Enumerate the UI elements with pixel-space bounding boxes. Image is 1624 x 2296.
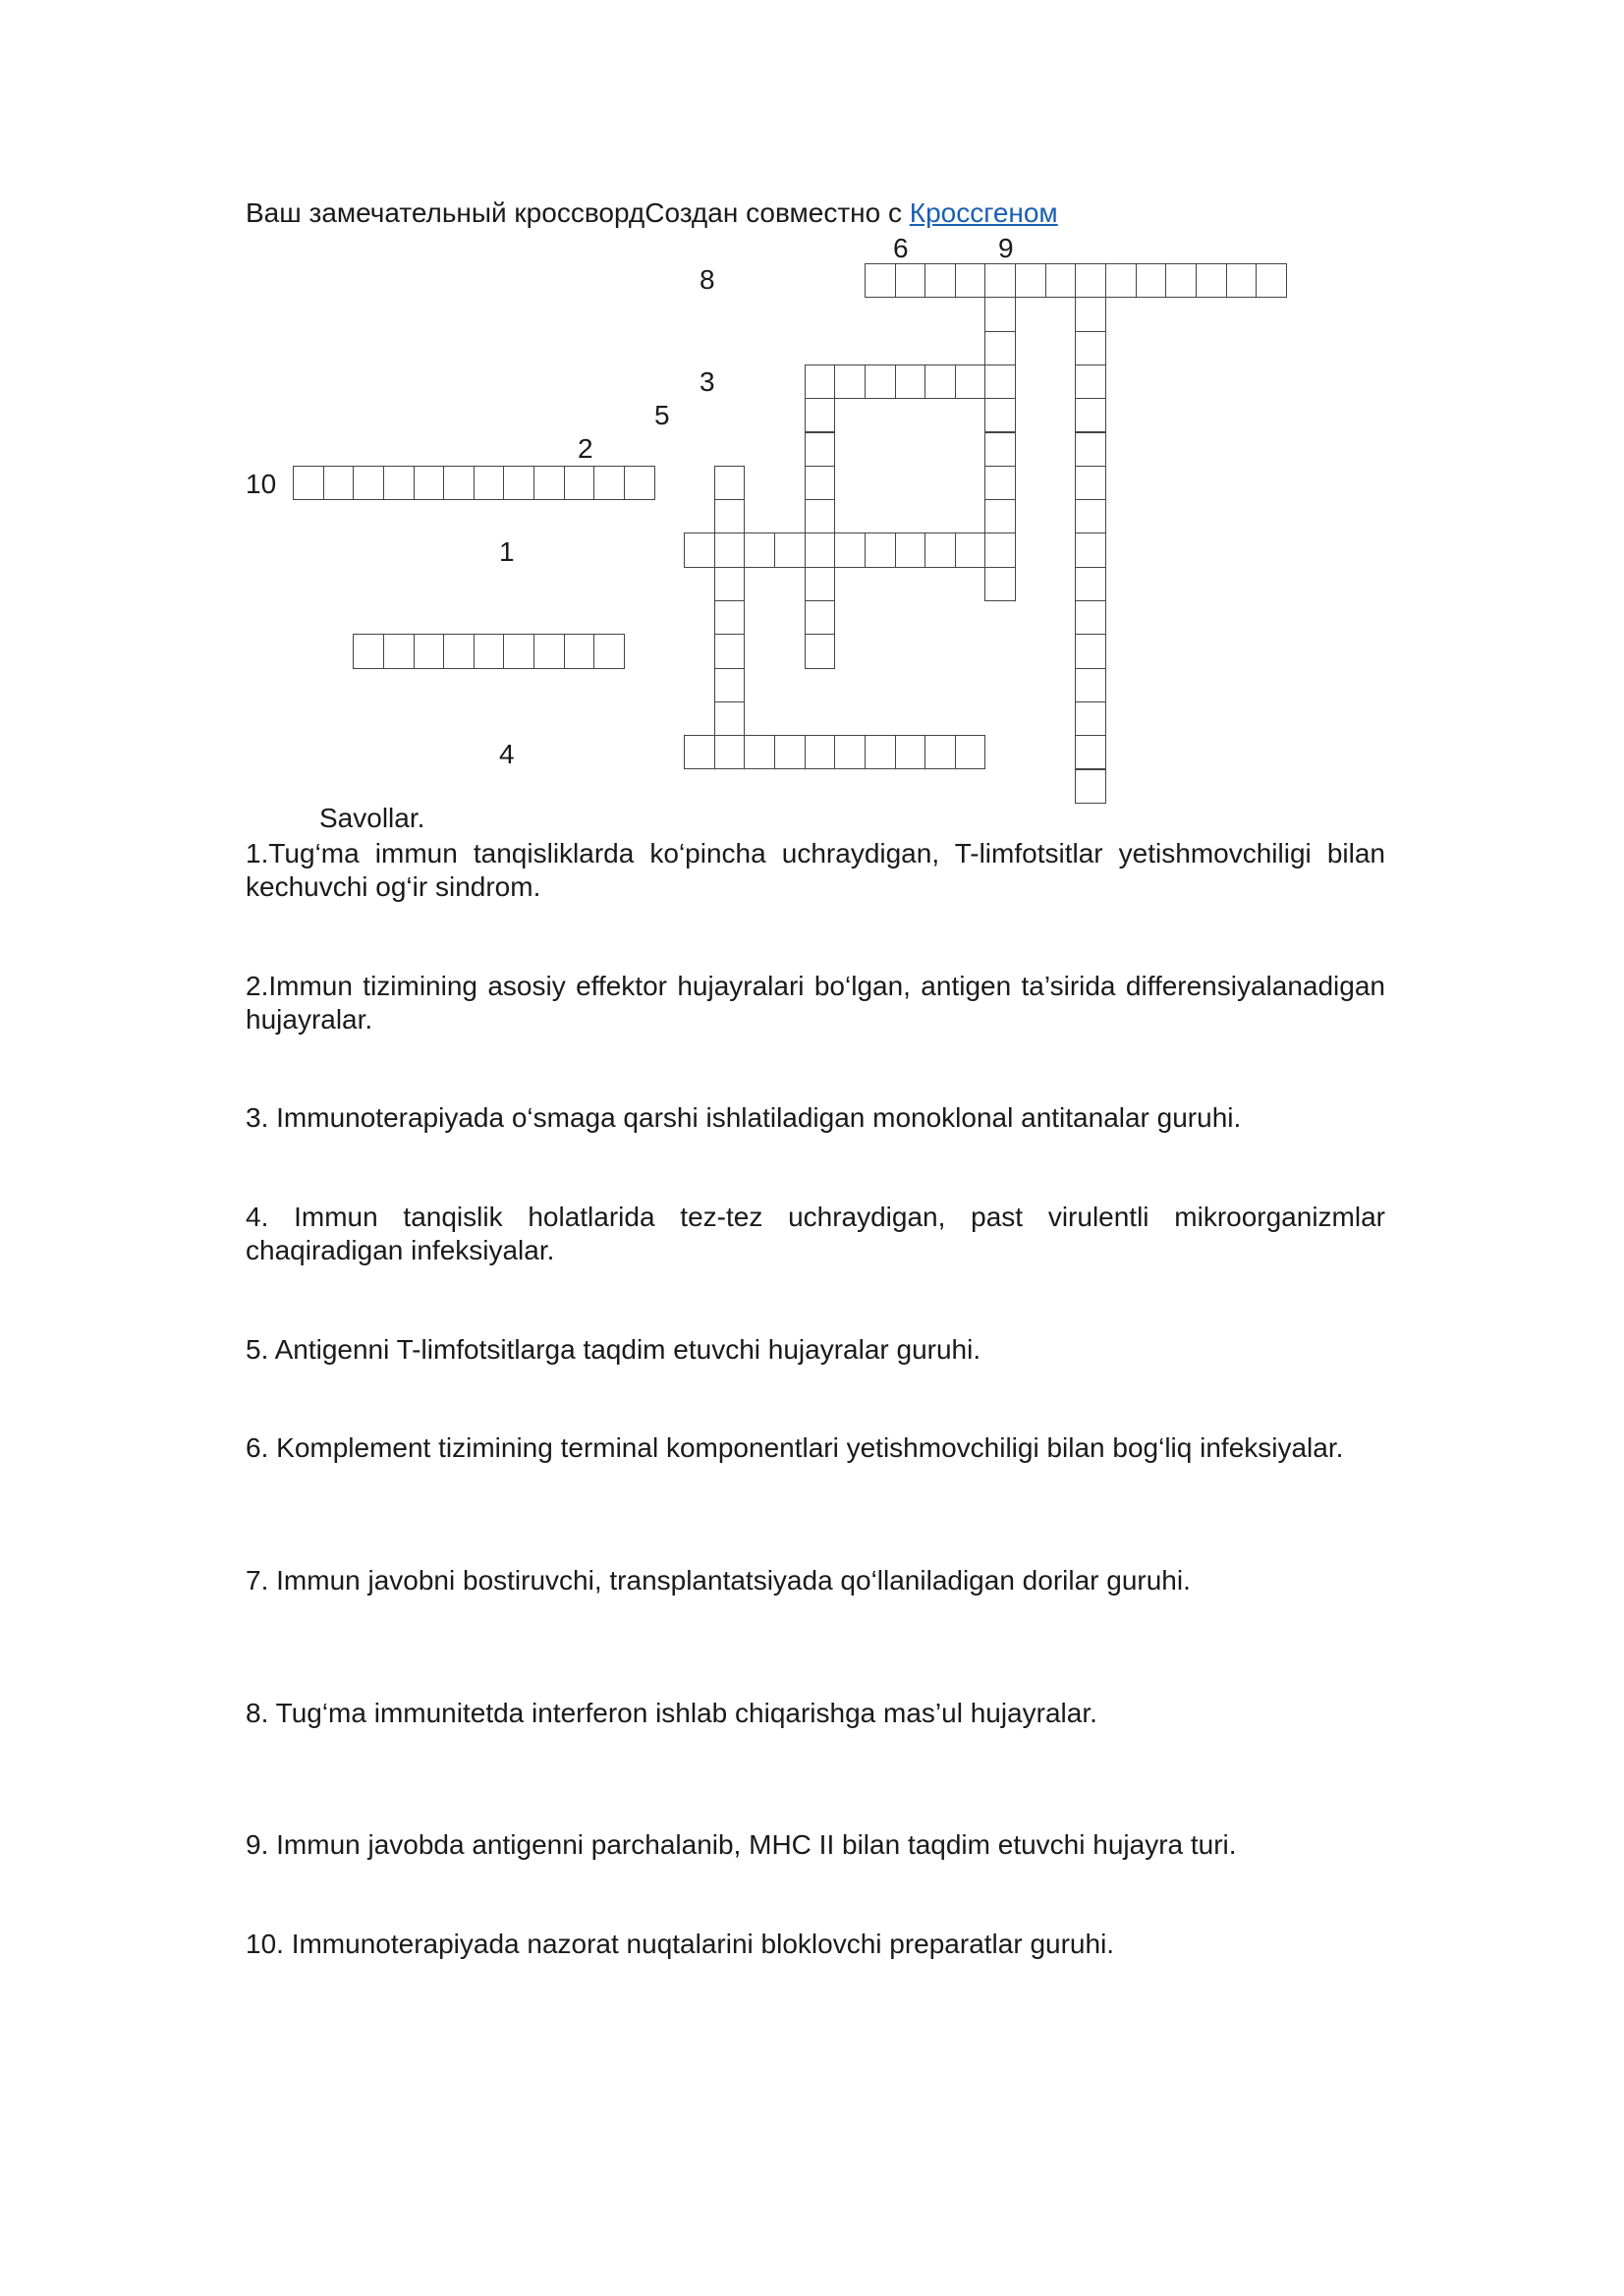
crossword-cell [593, 634, 625, 668]
crossword-cell [1075, 364, 1106, 399]
crossword-cell [984, 398, 1016, 432]
crossword-cell [834, 735, 866, 769]
crossword-cell [805, 600, 836, 635]
crossword-cell [474, 634, 505, 668]
crossword-cell [1075, 735, 1106, 769]
crossword-cell [1075, 600, 1106, 635]
crossword-cell [865, 263, 896, 298]
crossword-cell [714, 634, 746, 668]
crossword-cell [924, 263, 956, 298]
crossgen-link[interactable]: Кроссгеном [909, 197, 1058, 228]
question-label: 6. [246, 1432, 277, 1463]
crossword-cell [865, 532, 896, 567]
crossword-cell [503, 466, 534, 500]
question-4 [246, 1201, 1385, 1267]
crossword-cell [805, 466, 836, 500]
question-label: 9. [246, 1829, 277, 1860]
crossword-cell [293, 466, 324, 500]
question-label: 8. [246, 1698, 276, 1728]
crossword-cell [984, 466, 1016, 500]
crossword-cell [1256, 263, 1287, 298]
crossword-cell [323, 466, 355, 500]
question-label: 2. [246, 971, 269, 1001]
question-label: 1. [246, 838, 269, 868]
question-text: Immun tanqislik holatlarida tez-tez uchraydigan, past virulentli mikroorganizmlar chaqiradigan infeksiyalar. [246, 1202, 1385, 1265]
crossword-cell [503, 634, 534, 668]
header-text: Ваш замечательный кроссвордСоздан совместно с [246, 197, 910, 228]
question-text: Immun javobni bostiruvchi, transplantatsiyada qo‘llaniladigan dorilar guruhi. [276, 1565, 1191, 1596]
crossword-cell [1075, 297, 1106, 331]
crossword-cell [714, 532, 746, 567]
question-2 [246, 970, 1385, 1036]
clue-number-4: 4 [499, 739, 515, 769]
crossword-cell [564, 466, 595, 500]
question-10 [246, 1928, 1385, 1961]
crossword-cell [714, 499, 746, 533]
crossword-cell [1075, 634, 1106, 668]
crossword-cell [714, 567, 746, 601]
question-label: 4. [246, 1202, 295, 1232]
crossword-cell [924, 735, 956, 769]
crossword-cell [1075, 769, 1106, 804]
crossword-cell [414, 466, 445, 500]
crossword-cell [774, 532, 806, 567]
crossword-cell [714, 600, 746, 635]
question-label: 3. [246, 1102, 277, 1133]
crossword-cell [955, 735, 986, 769]
clue-number-8: 8 [700, 264, 715, 295]
question-7 [246, 1564, 1385, 1597]
crossword-cell [714, 735, 746, 769]
crossword-cell [805, 634, 836, 668]
clue-number-5: 5 [654, 400, 670, 430]
question-text: Immun javobda antigenni parchalanib, MHC II bilan taqdim etuvchi hujayra turi. [276, 1829, 1237, 1860]
crossword-cell [564, 634, 595, 668]
question-text: Immun tizimining asosiy effektor hujayralari bo‘lgan, antigen ta’sirida differensiyalanadigan hujayralar. [246, 971, 1385, 1035]
crossword-cell [414, 634, 445, 668]
crossword-cell [805, 432, 836, 467]
crossword-cell [1165, 263, 1197, 298]
crossword-cell [353, 466, 384, 500]
crossword-cell [1075, 532, 1106, 567]
crossword-cell [353, 634, 384, 668]
crossword-cell [984, 331, 1016, 365]
question-text: Tug‘ma immunitetda interferon ishlab chiqarishga mas’ul hujayralar. [275, 1698, 1097, 1728]
crossword-cell [474, 466, 505, 500]
crossword-cell [805, 499, 836, 533]
crossword-cell [1075, 567, 1106, 601]
crossword-cell [895, 263, 926, 298]
crossword-cell [593, 466, 625, 500]
crossword-cell [1226, 263, 1258, 298]
crossword-cell [865, 364, 896, 399]
crossword-cell [1045, 263, 1077, 298]
crossword-cell [984, 297, 1016, 331]
crossword-cell [805, 735, 836, 769]
question-text: Immunoterapiyada o‘smaga qarshi ishlatiladigan monoklonal antitanalar guruhi. [276, 1102, 1242, 1133]
crossword-cell [533, 634, 565, 668]
crossword-cell [895, 532, 926, 567]
clue-number-3: 3 [700, 366, 715, 397]
crossword-cell [984, 432, 1016, 467]
question-9 [246, 1828, 1385, 1862]
clue-number-1: 1 [499, 536, 515, 567]
question-text: Immunoterapiyada nazorat nuqtalarini bloklovchi preparatlar guruhi. [291, 1929, 1115, 1959]
crossword-cell [865, 735, 896, 769]
crossword-cell [1075, 499, 1106, 533]
crossword-cell [805, 567, 836, 601]
question-5 [246, 1333, 1385, 1367]
crossword-cell [744, 735, 775, 769]
clue-number-6: 6 [893, 233, 909, 263]
question-1 [246, 837, 1385, 904]
crossword-cell [955, 364, 986, 399]
crossword-grid [0, 0, 1624, 806]
crossword-cell [1075, 263, 1106, 298]
crossword-cell [714, 668, 746, 702]
crossword-cell [805, 398, 836, 432]
crossword-cell [984, 263, 1016, 298]
crossword-cell [774, 735, 806, 769]
crossword-cell [1136, 263, 1167, 298]
crossword-cell [624, 466, 655, 500]
question-3 [246, 1101, 1385, 1135]
question-label: 10. [246, 1929, 292, 1959]
crossword-cell [1075, 398, 1106, 432]
crossword-cell [684, 735, 715, 769]
crossword-cell [1075, 466, 1106, 500]
crossword-cell [1075, 432, 1106, 467]
crossword-cell [383, 634, 415, 668]
crossword-cell [1105, 263, 1137, 298]
clue-number-9: 9 [998, 233, 1014, 263]
crossword-cell [714, 466, 746, 500]
clue-number-10: 10 [246, 469, 277, 499]
crossword-cell [533, 466, 565, 500]
crossword-cell [1075, 668, 1106, 702]
crossword-cell [1196, 263, 1227, 298]
crossword-cell [955, 532, 986, 567]
crossword-cell [805, 532, 836, 567]
questions-title: Savollar. [319, 803, 425, 833]
crossword-cell [684, 532, 715, 567]
crossword-cell [714, 701, 746, 736]
crossword-cell [924, 532, 956, 567]
crossword-cell [1075, 331, 1106, 365]
crossword-cell [895, 735, 926, 769]
crossword-cell [924, 364, 956, 399]
crossword-cell [744, 532, 775, 567]
question-text: Antigenni T-limfotsitlarga taqdim etuvchi hujayralar guruhi. [274, 1334, 981, 1365]
crossword-cell [984, 499, 1016, 533]
question-label: 5. [246, 1334, 275, 1365]
question-8 [246, 1697, 1385, 1730]
question-6 [246, 1431, 1385, 1465]
crossword-cell [443, 634, 475, 668]
crossword-cell [1015, 263, 1046, 298]
crossword-cell [895, 364, 926, 399]
clue-number-2: 2 [578, 433, 593, 464]
crossword-cell [443, 466, 475, 500]
crossword-cell [1075, 701, 1106, 736]
crossword-cell [955, 263, 986, 298]
crossword-cell [984, 567, 1016, 601]
question-label: 7. [246, 1565, 277, 1596]
crossword-cell [805, 364, 836, 399]
question-text: Komplement tizimining terminal komponentlari yetishmovchiligi bilan bog‘liq infeksiyalar. [276, 1432, 1344, 1463]
crossword-cell [383, 466, 415, 500]
crossword-cell [834, 364, 866, 399]
question-text: Tug‘ma immun tanqisliklarda ko‘pincha uchraydigan, T-limfotsitlar yetishmovchiligi bilan kechuvchi og‘ir sindrom. [246, 838, 1385, 902]
crossword-cell [984, 532, 1016, 567]
crossword-cell [984, 364, 1016, 399]
crossword-cell [834, 532, 866, 567]
